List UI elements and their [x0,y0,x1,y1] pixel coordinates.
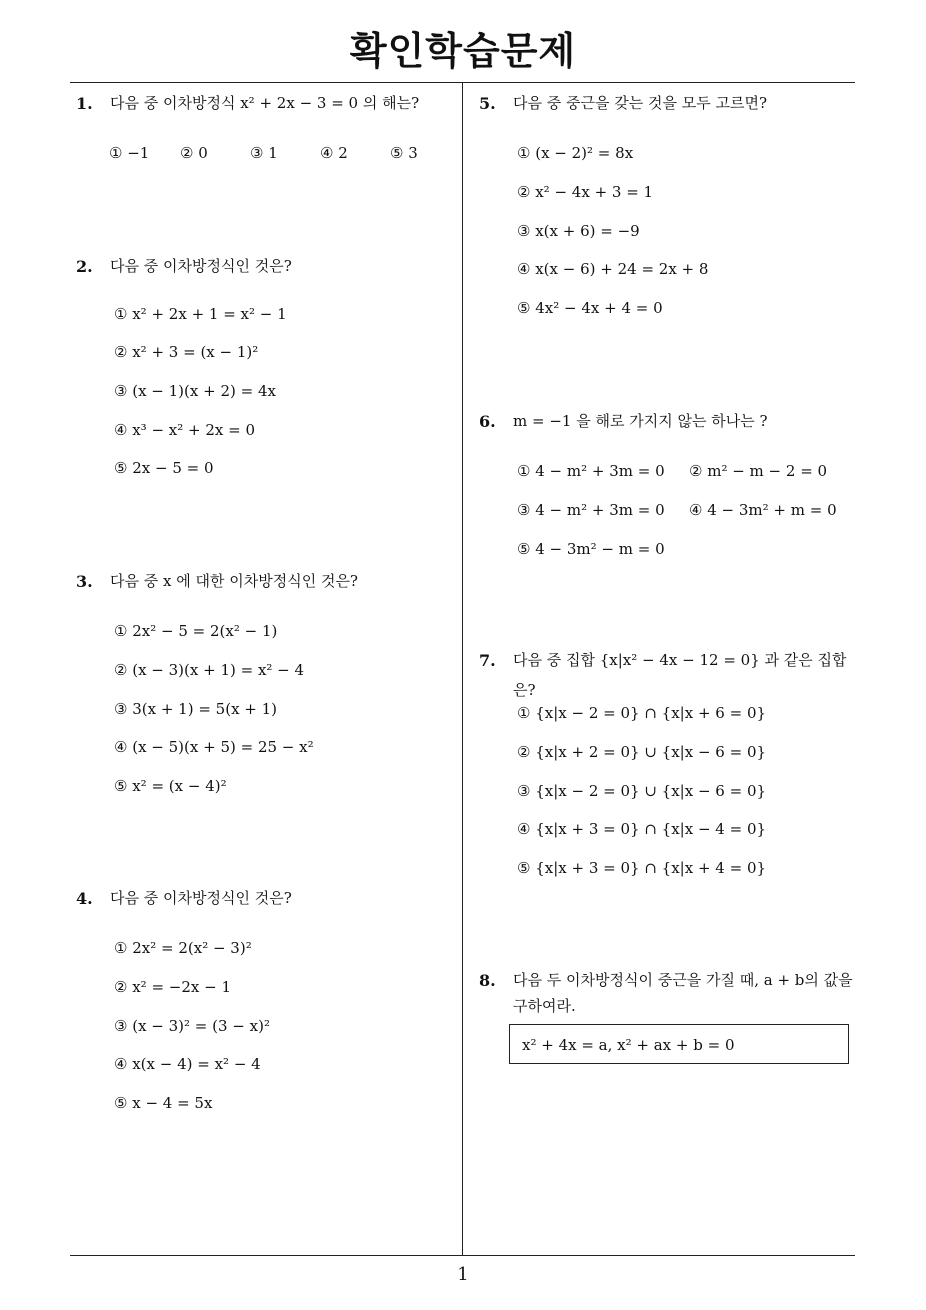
question-3 [76,572,456,802]
option-1[interactable]: ① 4 − m² + 3m = 0 [517,462,665,480]
option-2[interactable]: ② m² − m − 2 = 0 [689,462,828,480]
question-stem: m = −1 을 해로 가지지 않는 하나는 ? [513,412,768,430]
option-1[interactable]: ① 2x² − 5 = 2(x² − 1) [114,622,278,640]
option-3[interactable]: ③ 1 [250,144,278,162]
option-5[interactable]: ⑤ 3 [390,144,418,162]
option-2[interactable]: ② x² = −2x − 1 [114,978,232,996]
option-4[interactable]: ④ (x − 5)(x + 5) = 25 − x² [114,738,314,756]
question-5 [479,94,859,324]
question-number: 4. [76,889,93,908]
option-4[interactable]: ④ x³ − x² + 2x = 0 [114,421,256,439]
option-3[interactable]: ③ (x − 1)(x + 2) = 4x [114,382,276,400]
question-stem: 다음 중 이차방정식 x² + 2x − 3 = 0 의 해는? [110,94,420,112]
question-number: 3. [76,572,93,591]
given-equations-box: x² + 4x = a, x² + ax + b = 0 [509,1024,849,1064]
option-3[interactable]: ③ x(x + 6) = −9 [517,222,640,240]
option-1[interactable]: ① x² + 2x + 1 = x² − 1 [114,305,287,323]
option-5[interactable]: ⑤ 4x² − 4x + 4 = 0 [517,299,663,317]
option-1[interactable]: ① −1 [109,144,150,162]
option-3[interactable]: ③ {x|x − 2 = 0} ∪ {x|x − 6 = 0} [517,782,767,800]
question-number: 1. [76,94,93,113]
option-2[interactable]: ② x² + 3 = (x − 1)² [114,343,259,361]
page-title: 확인학습문제 [349,29,577,73]
option-5[interactable]: ⑤ {x|x + 3 = 0} ∩ {x|x + 4 = 0} [517,859,767,877]
option-1[interactable]: ① {x|x − 2 = 0} ∩ {x|x + 6 = 0} [517,704,767,722]
option-5[interactable]: ⑤ x² = (x − 4)² [114,777,227,795]
option-4[interactable]: ④ x(x − 4) = x² − 4 [114,1055,261,1073]
option-4[interactable]: ④ x(x − 6) + 24 = 2x + 8 [517,260,709,278]
option-4[interactable]: ④ 2 [320,144,348,162]
option-1[interactable]: ① (x − 2)² = 8x [517,144,634,162]
question-stem-line-1: 다음 두 이차방정식이 중근을 가질 때, a + b의 값을 [513,971,853,989]
question-number: 6. [479,412,496,431]
question-6 [479,412,859,562]
column-divider [462,82,463,1255]
question-8 [479,971,859,1071]
option-2[interactable]: ② (x − 3)(x + 1) = x² − 4 [114,661,305,679]
option-4[interactable]: ④ {x|x + 3 = 0} ∩ {x|x − 4 = 0} [517,820,767,838]
question-7 [479,651,859,881]
option-5[interactable]: ⑤ 2x − 5 = 0 [114,459,214,477]
option-3[interactable]: ③ 3(x + 1) = 5(x + 1) [114,700,278,718]
question-number: 8. [479,971,496,990]
option-5[interactable]: ⑤ x − 4 = 5x [114,1094,213,1112]
question-number: 7. [479,651,496,670]
option-2[interactable]: ② 0 [180,144,208,162]
page-number: 1 [457,1264,469,1285]
question-stem: 다음 중 이차방정식인 것은? [110,257,292,275]
question-stem: 다음 중 집합 {x|x² − 4x − 12 = 0} 과 같은 집합은? [513,651,847,699]
option-4[interactable]: ④ 4 − 3m² + m = 0 [689,501,837,519]
option-1[interactable]: ① 2x² = 2(x² − 3)² [114,939,252,957]
question-4 [76,889,456,1119]
question-number: 2. [76,257,93,276]
question-1 [76,94,456,174]
question-stem: 다음 중 이차방정식인 것은? [110,889,292,907]
option-3[interactable]: ③ (x − 3)² = (3 − x)² [114,1017,270,1035]
bottom-rule [70,1255,855,1256]
question-2 [76,257,456,487]
option-2[interactable]: ② x² − 4x + 3 = 1 [517,183,654,201]
question-stem-line-2: 구하여라. [513,997,576,1015]
question-stem: 다음 중 x 에 대한 이차방정식인 것은? [110,572,358,590]
question-stem: 다음 중 중근을 갖는 것을 모두 고르면? [513,94,768,112]
option-5[interactable]: ⑤ 4 − 3m² − m = 0 [517,540,665,558]
option-2[interactable]: ② {x|x + 2 = 0} ∪ {x|x − 6 = 0} [517,743,767,761]
question-number: 5. [479,94,496,113]
option-3[interactable]: ③ 4 − m² + 3m = 0 [517,501,665,519]
